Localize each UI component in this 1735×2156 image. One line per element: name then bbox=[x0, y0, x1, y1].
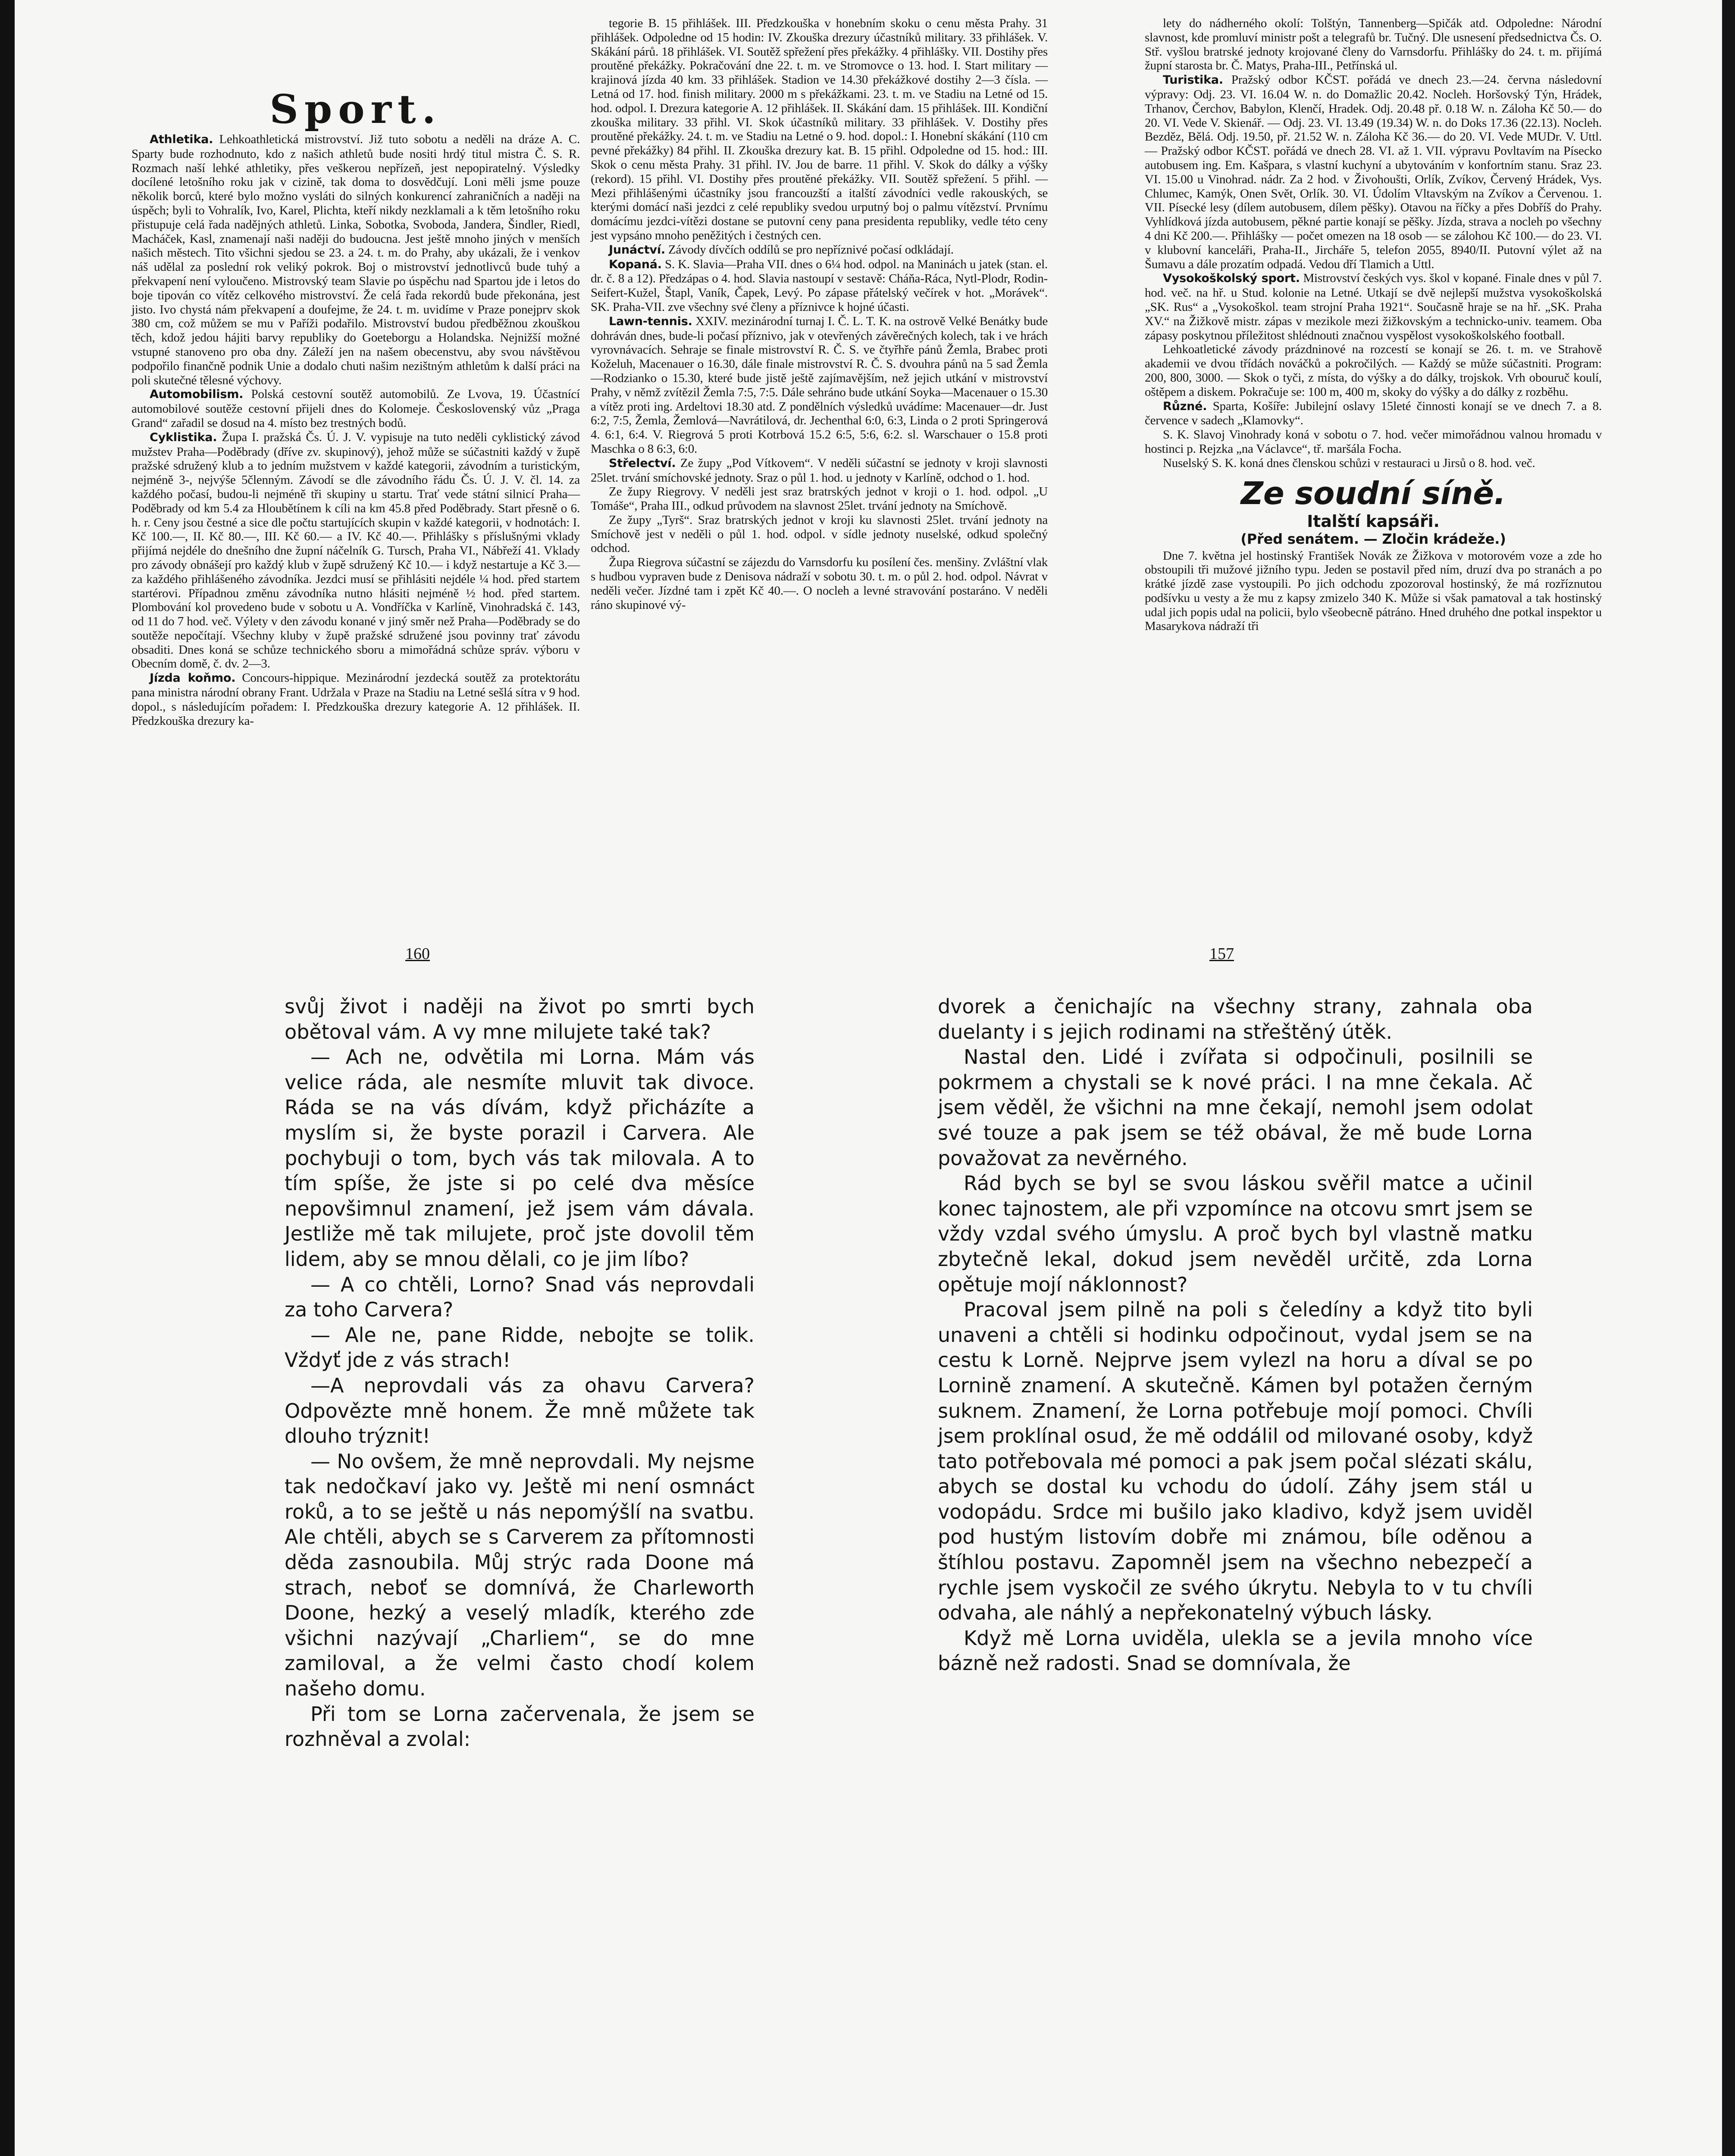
article-text: S. K. Slavia—Praha VII. dnes o 6¼ hod. odpol. na Maninách u jatek (stan. el. dr. č. 8 a 12). Předzápas o 4. hod. Slavia nastoupí v sestavě: Cháňa-Ráca, Nytl-Plodr, Rodin-Seifert-Kužel, Štapl, Vaník, Čapek, Levý. Po zápase přátelský večírek v hot. „Morávek“. SK. Praha-VII. zve všechny své členy a příznivce k hojné účasti. bbox=[591, 257, 1048, 314]
article-paragraph bbox=[132, 387, 580, 430]
article-text: Polská cestovní soutěž automobilů. Ze Lvova, 19. Účastnící automobilové soutěže cestovní přijeli dnes do Kolomeje. Československý vůz „Praga Grand“ zařadil se dosud na 4. místo bez trestných bodů. bbox=[132, 387, 580, 430]
article-heading: Různé. bbox=[1163, 399, 1207, 413]
novel-paragraph: Nastal den. Lidé i zvířata si odpočinuli, posilnili se pokrmem a chystali se k nové práci. I na mne čekala. Ač jsem věděl, že všichni na mne čekají, nemohl jsem odolat své touze a pak jsem se též obával, že mě bude Lorna považovat za nevěrného. bbox=[938, 1045, 1533, 1170]
page-number-right: 157 bbox=[1209, 945, 1234, 963]
article-paragraph bbox=[132, 430, 580, 671]
article-heading: Kopaná. bbox=[609, 257, 662, 271]
article-paragraph bbox=[1145, 73, 1602, 271]
article-paragraph bbox=[591, 16, 1048, 243]
article-heading: Athletika. bbox=[150, 133, 213, 146]
left-border bbox=[0, 0, 15, 2156]
sport-col3-body bbox=[1145, 16, 1602, 470]
article-text: Nuselský S. K. koná dnes členskou schůzi v restauraci u Jirsů o 8. hod. več. bbox=[1163, 456, 1535, 470]
article-text: Ze župy „Tyrš“. Sraz bratrských jednot v kroji ku slavnosti 25let. trvání jednoty na Smíchově jest v neděli o půl 1. hod. odpol. v sídle jednoty nuselské, odkud společný odchod. bbox=[591, 513, 1048, 555]
sport-col2-body bbox=[591, 16, 1048, 612]
article-text: Lehkoathletická mistrovství. Již tuto sobotu a neděli na dráze A. C. Sparty bude rozhodnuto, kdo z našich athletů bude nositi hrdý titul mistra Č. S. R. Rozmach naší lehké athletiky, přes veškerou nepřízeň, jest nepopiratelný. Výsledky docílené letošního roku jak v cizině, tak doma to dosvědčují. Loni měli jsme pouze několik borců, které bylo možno vysláti do silných konkurencí zahraničních a naději na úspěch; byli to Vohralík, Ivo, Karel, Plichta, kteří nikdy nezklamali a k těm letošního roku přistupuje celá řada nadějných athletů. Linka, Sobotka, Svoboda, Jandera, Šindler, Riedl, Macháček, Kasl, znamenají naši naději do budoucna. Jest ještě mnoho jiných v menších našich městech. Tito všichni sjedou se 23. a 24. t. m. do Prahy, aby ukázali, že i venkov náš udělal za poslední rok veliký pokrok. Boj o mistrovství jednotlivců bude tuhý a překvapení není vyloučeno. Mistrovský team Slavie po úspěchu nad Spartou jde i letos do boje tipován co vítěz celkového mistrovství. Že celá řada rekordů bude překonána, jest jisto. Ivo chystá nám překvapení a doufejme, že 24. t. m. uvidíme v Praze ponejprv skok 380 cm, což můžem se mu v Paříži podařilo. Mistrovství budou předběžnou zkouškou těch, kdož jedou hájiti barvy republiky do Goeteborgu a Holandska. Nejnižší možné vstupné stanoveno pro oba dny. Záleží jen na našem obecenstvu, aby svou návštěvou podpořilo finančně podnik Unie a dodalo chuti našim nezištným athletům k další práci na poli skutečné tělesné výchovy. bbox=[132, 132, 580, 387]
page-number-left: 160 bbox=[405, 945, 430, 963]
article-paragraph bbox=[591, 485, 1048, 513]
article-paragraph bbox=[591, 314, 1048, 456]
novel-paragraph: dvorek a čenichajíc na všechny strany, zahnala oba duelanty i s jejich rodinami na střeštěný útěk. bbox=[938, 995, 1533, 1044]
sport-column-1 bbox=[132, 88, 580, 728]
article-paragraph bbox=[1145, 399, 1602, 428]
novel-paragraph: —A neprovdali vás za ohavu Carvera? Odpovězte mně honem. Že mně můžete tak dlouho trýznit! bbox=[285, 1373, 755, 1448]
article-text: Ze župy Riegrovy. V neděli jest sraz bratrských jednot v kroji o 1. hod. odpol. „U Tomáše“, Praha III., odkud průvodem na slavnost 25let. trvání jednoty na Smíchově. bbox=[591, 485, 1048, 513]
novel-paragraph: — A co chtěli, Lorno? Snad vás neprovdali za toho Carvera? bbox=[285, 1272, 755, 1322]
article-heading: Junáctví. bbox=[609, 243, 665, 257]
article-paragraph bbox=[591, 243, 1048, 257]
article-paragraph bbox=[1145, 16, 1602, 73]
sport-col1-body bbox=[132, 132, 580, 728]
novel-column-left bbox=[285, 994, 755, 1752]
court-heading: Ze soudní síně. bbox=[1240, 475, 1506, 511]
article-paragraph bbox=[591, 513, 1048, 555]
article-paragraph bbox=[132, 671, 580, 728]
article-heading: Vysokoškolský sport. bbox=[1163, 272, 1300, 285]
article-paragraph bbox=[132, 132, 580, 387]
article-paragraph bbox=[591, 555, 1048, 612]
article-heading: Automobilism. bbox=[150, 388, 244, 401]
right-border bbox=[1722, 0, 1735, 2156]
article-paragraph bbox=[591, 257, 1048, 314]
article-paragraph bbox=[1145, 428, 1602, 456]
article-heading: Cyklistika. bbox=[150, 430, 217, 444]
article-heading: Turistika. bbox=[1163, 73, 1223, 87]
article-paragraph bbox=[1145, 271, 1602, 342]
article-text: Lehkoatletické závody prázdninové na rozcestí se konají se 26. t. m. ve Strahově akademii ve dvou třídách nováčků a pokročilých. — Každý se může súčastniti. Program: 200, 800, 3000. — Skok o tyči, z místa, do výšky a do dálky, trojskok. Vrh obouruč koulí, oštěpem a diskem. Pokračuje se: 100 m, 400 m, skoky do výšky a do dálky z rozběhu. bbox=[1145, 342, 1602, 399]
article-heading: Jízda koňmo. bbox=[150, 671, 236, 685]
novel-paragraph: — Ale ne, pane Ridde, nebojte se tolik. Vždyť jde z vás strach! bbox=[285, 1323, 755, 1372]
sport-heading: Sport. bbox=[269, 86, 442, 132]
article-text: Závody dívčích oddílů se pro nepříznivé počasí odkládají. bbox=[668, 242, 954, 257]
article-text: Mistrovství českých vys. škol v kopané. Finale dnes v půl 7. hod. več. na hř. u Stud. kolonie na Letné. Utkají se dvě nejlepší mužstva vysokoškolská „SK. Rus“ a „Vysokoškol. team strojní Praha 1921“. Současně hraje se na hř. „SK. Praha XV.“ na Žižkově mistr. zápas v mezikole mezi žižkovským a technicko-univ. teamem. Oba zápasy poskytnou příležitost shlédnouti značnou vyspělost vysokoškolského football. bbox=[1145, 271, 1602, 342]
article-paragraph bbox=[1145, 342, 1602, 399]
article-heading: Lawn-tennis. bbox=[609, 314, 692, 328]
novel-paragraph: Když mě Lorna uviděla, ulekla se a jevila mnoho více bázně než radosti. Snad se domnívala, že bbox=[938, 1626, 1533, 1675]
court-paragraph: Dne 7. května jel hostinský František Novák ze Žižkova v motorovém voze a zde ho obstoupili tři mužové jižního typu. Jeden se postavil před ním, druzí dva po stranách a po krátké jízdě zase vystoupili. Po jich odchodu zpozoroval hostinský, že má rozříznutou podšívku u vesty a že mu z kapsy zmizelo 340 K. Může si však pamatoval a tak hostinský udal jich popis udal na policii, bylo všeobecně pátráno. Hned druhého dne potkal inspektor u Masarykova nádraží tři bbox=[1145, 548, 1602, 633]
article-text: Župa I. pražská Čs. Ú. J. V. vypisuje na tuto neděli cyklistický závod mužstev Praha—Poděbrady (dříve zv. skupinový), jehož může se súčastniti každý v župě pražské sdružený klub a to jedním mužstvem v každé kategorii, závodním a turistickým, nejméně 3-, nejvýše 5členným. Závodí se dle závodního řádu Čs. Ú. J. V. čl. 14. za každého počasí, budou-li nejméně tři skupiny u startu. Trať vede státní silnicí Praha—Poděbrady od km 5.4 za Hloubětínem k cíli na km 45.8 před Poděbrady. Start přesně o 6. h. r. Ceny jsou čestné a sice dle počtu startujících skupin v každé kategorii, v hodnotách: I. Kč 100.—, II. Kč 80.—, III. Kč 60.— a IV. Kč 40.—. Přihlášky s příslušnými vklady přijímá nejdéle do dnešního dne župní náčelník G. Tursch, Praha VI., Nábřeží 41. Vklady pro závody obnášejí pro každý klub v župě sdružený Kč 10.— i když nestartuje a Kč 3.— za každého přihlášeného závodníka. Jezdci musí se přihlásiti nejdéle ¼ hod. před startem startérovi. Případnou změnu závodníka nutno hlásiti nejméně ½ hod. před startem. Plombování kol provedeno bude v sobotu u A. Vondříčka v Karlíně, Vinohradská č. 143, od 11 do 7 hod. več. Výlety v den závodu konané v jiný směr než Praha—Poděbrady se do soutěže nepočítají. Všechny kluby v župě pražské sdružené jsou povinny trať závodu obsaditi. Dnes koná se schůze technického sboru a mimořádná schůze správ. výboru v Obecním domě, č. dv. 2—3. bbox=[132, 430, 580, 671]
novel-paragraph: Pracoval jsem pilně na poli s čeledíny a když tito byli unaveni a chtěli si hodinku odpočinout, vydal jsem se na cestu k Lorně. Nejprve jsem vylezl na horu a díval se po Lornině znamení. A skutečně. Kámen byl potažen černým suknem. Znamení, že Lorna potřebuje mojí pomoci. Chvíli jsem proklínal osud, že mě oddálil od milované osoby, když tato potřebovala mé pomoci a pak jsem počal slézati skálu, abych se dostal ku vchodu do údolí. Záhy jsem stál u vodopádu. Srdce mi bušilo jako kladivo, když jsem uviděl pod hustým listovím dobře mi známou, bíle oděnou a štíhlou postavu. Zapomněl jsem na všechno nebezpečí a rychle jsem vyskočil ze svého úkrytu. Nebyla to v tu chvíli odvaha, ale náhlý a nepřekonatelný výbuch lásky. bbox=[938, 1298, 1533, 1625]
article-text: Pražský odbor KČST. pořádá ve dnech 23.—24. června následovní výpravy: Odj. 23. VI. 16.04 W. n. do Domažlic 20.42. Nocleh. Horšovský Týn, Hrádek, Trhanov, Čerchov, Babylon, Klenčí, Hradek. Odj. 20.48 př. 0.18 W. n. Záloha Kč 50.— do 20. VI. Vede V. Skienář. — Odj. 23. VI. 13.49 (19.34) W. n. do Doks 17.36 (22.13). Nocleh. Bezděz, Bělá. Odj. 19.50, př. 21.52 W. n. Záloha Kč 36.— do 20. VI. Vede MUDr. V. Uttl. — Pražský odbor KČST. pořádá ve dnech 28. VI. až 1. VII. výpravu Povltavím na Písecko autobusem ing. Em. Kašpara, s vlastní kuchyní a ubytováním v konfortním stanu. Sraz 23. VI. 15.00 u Vinohrad. nádr. Za 2 hod. v Živohoušti, Orlík, Zvíkov, Červený Hrádek, Vys. Chlumec, Kamýk, Onen Svět, Orlík. 30. VI. Údolím Vltavským na Zvíkov a Červenou. 1. VII. Písecké lesy (dílem autobusem, dílem pěšky). Otavou na říčky a přes Dobříš do Prahy. Vyhlídková jízda autobusem, pěkné partie konají se pěšky. Jízda, strava a nocleh po všechny 4 dni Kč 200.—. Přihlášky — počet omezen na 18 osob — se zálohou Kč 100.— do 23. VI. v klubovní kanceláři, Praha-II., Jircháře 5, telefon 2055, 8940/II. Putovní výlet až na Šumavu a dále prozatím odpadá. Vedou dří Tlamich a Uttl. bbox=[1145, 73, 1602, 271]
novel-paragraph: Rád bych se byl se svou láskou svěřil matce a učinil konec tajnostem, ale při vzpomínce na otcovu smrt jsem se vždy vzdal svého úmyslu. A proč bych byl vlastně matku zbytečně lekal, dokud jsem nevěděl určitě, zda Lorna opětuje mojí náklonnost? bbox=[938, 1172, 1533, 1296]
article-text: tegorie B. 15 přihlášek. III. Předzkouška v honebním skoku o cenu města Prahy. 31 přihlášek. Odpoledne od 15 hodin: IV. Zkouška drezury účastníků military. 33 přihlášek. V. Skákání párů. 18 přihlášek. VI. Soutěž spřežení přes překážky. 4 přihlášky. VII. Dostihy přes proutěné překážky. Pokračování dne 22. t. m. ve Stromovce o 13. hod. I. Start military — krajinová jízda 40 km. 33 přihlášek. Stadion ve 14.30 překážkové dostihy 2—3 čísla. — Letná od 17. hod. finish military. 2000 m s překážkami. 23. t. m. ve Stadiu na Letné od 15. hod. odpol. I. Drezura kategorie A. 12 přihlášek. II. Skákání dam. 15 přihlášek. III. Kondiční zkouška military. 33 přihl. VI. Skok účastníků military. 33 přihlášek. V. Dostihy přes proutěné překážky. 24. t. m. ve Stadiu na Letné o 9. hod. dopol.: I. Honební skákání (110 cm pevné překážky) 84 přihl. II. Zkouška drezury kat. B. 15 přihl. Odpoledne od 15. hod.: III. Skok o cenu města Prahy. 31 přihl. IV. Jou de barre. 11 přihl. V. Skok do dálky a výšky (rekord). 15 přihl. VI. Dostihy přes proutěné překážky. VII. Soutěž spřežení. 5 přihl. — Mezi přihlášenými účastníky jsou francouzští a italští závodníci vedle rakouských, se kterými domácí naši jezdci z celé republiky svedou urputný boj o palmu vítězství. Prvnímu domácímu jezdci-vítězi dostane se putovní ceny pana presidenta republiky, vedle této ceny jest vypsáno mnoho peněžitých i čestných cen. bbox=[591, 16, 1048, 242]
article-paragraph bbox=[591, 456, 1048, 485]
article-text: S. K. Slavoj Vinohrady koná v sobotu o 7. hod. večer mimořádnou valnou hromadu v hostinci p. Rejzka „na Václavce“, tř. maršála Focha. bbox=[1145, 428, 1602, 456]
article-text: lety do nádherného okolí: Tolštýn, Tannenberg—Spičák atd. Odpoledne: Národní slavnost, kde promluví ministr pošt a telegrafů br. Tučný. Dle usnesení předsednictva Čs. O. Stř. vyšlou bratrské jednoty krojované členy do Varnsdorfu. Přihlášky do 24. t. m. přijímá župní starosta br. Č. Matys, Praha-III., Petřínská ul. bbox=[1145, 16, 1602, 73]
novel-paragraph: — Ach ne, odvětila mi Lorna. Mám vás velice ráda, ale nesmíte mluvit tak divoce. Ráda se na vás dívám, když přicházíte a myslím si, že byste porazil i Carvera. Ale pochybuji o tom, bych vás tak milovala. A to tím spíše, že jste si po celé dva měsíce nepovšimnul znamení, jež jsem vám dávala. Jestliže mě tak milujete, proč jste dovolil těm lidem, aby se mnou dělali, co je jim líbo? bbox=[285, 1045, 755, 1271]
novel-column-right bbox=[938, 994, 1533, 1676]
article-text: Concours-hippique. Mezinárodní jezdecká soutěž za protektorátu pana ministra národní obrany Frant. Udržala v Praze na Stadiu na Letné sešlá sítra v 9 hod. dopol., s následujícím pořadem: I. Předzkouška drezury kategorie A. 12 přihlášek. II. Předzkouška drezury ka- bbox=[132, 671, 580, 728]
article-paragraph bbox=[1145, 456, 1602, 470]
sport-column-3 bbox=[1145, 16, 1602, 633]
article-text: Župa Riegrova súčastní se zájezdu do Varnsdorfu ku posílení čes. menšiny. Zvláštní vlak s hudbou vypraven bude z Denisova nádraží v sobotu 30. t. m. o půl 2. hod. odpol. Návrat v neděli večer. Jízdné tam i zpět Kč 40.—. O nocleh a levné stravování postaráno. V neděli ráno skupinové vý- bbox=[591, 555, 1048, 612]
court-subheading-2: (Před senátem. — Zločin krádeže.) bbox=[1240, 530, 1506, 547]
article-text: Sparta, Košíře: Jubilejní oslavy 15leté činnosti konají se ve dnech 7. a 8. července v sadech „Klamovky“. bbox=[1145, 399, 1602, 428]
article-text: Ze župy „Pod Vítkovem“. V neděli súčastní se jednoty v kroji slavnosti 25let. trvání smíchovské jednoty. Sraz o půl 1. hod. u jednoty v Karlíně, odchod o 1. hod. bbox=[591, 456, 1048, 485]
article-heading: Střelectví. bbox=[609, 456, 676, 470]
court-subheading: Italští kapsáři. bbox=[1307, 511, 1440, 531]
novel-paragraph: svůj život i naději na život po smrti bych obětoval vám. A vy mne milujete také tak? bbox=[285, 995, 755, 1044]
sport-column-2 bbox=[591, 16, 1048, 612]
novel-paragraph: Při tom se Lorna začervenala, že jsem se rozhněval a zvolal: bbox=[285, 1702, 755, 1751]
novel-paragraph: — No ovšem, že mně neprovdali. My nejsme tak nedočkaví jako vy. Ještě mi není osmnáct roků, a to se ještě u nás nepomýšlí na svatbu. Ale chtěli, abych se s Carverem za přítomnosti děda zasnoubila. Můj strýc rada Doone má strach, neboť se domnívá, že Charleworth Doone, hezký a veselý mladík, kterého zde všichni nazývají „Charliem“, se do mne zamiloval, a že velmi často chodí kolem našeho domu. bbox=[285, 1449, 755, 1701]
article-text: XXIV. mezinárodní turnaj I. Č. L. T. K. na ostrově Velké Benátky bude dohráván dnes, bude-li počasí příznivo, jak v otevřených závěrečných kolech, tak i ve hrách vyrovnávacích. Sehraje se finale mistrovství R. Č. S. ve čtyřhře pánů Žemla, Brabec proti Koželuh, Macenauer o 16.30, dále finale mistrovství R. Č. S. dvouhra pánů na 5 sad Žemla—Rodzianko o 15.30, které bude jistě ještě zajímavějším, než jejich utkání v mistrovství Prahy, v němž zvítězil Žemla 7:5, 7:5. Dále sehráno bude utkání Soyka—Macenauer o 15.30 a vítěz proti ing. Ardeltovi 18.30 atd. Z pondělních výsledků uvádíme: Macenauer—dr. Just 6:2, 7:5, Žemla, Žemlová—Navrátilová, dr. Jechenthal 6:0, 6:3, Linda o 2 proti Springerová 4. 6:1, 6:4. V. Riegrová 5 proti Kotrbová 15.2 6:5, 5:6, 6:2. sl. Warschauer o 15.8 proti Maschka o 8 6:3, 6:0. bbox=[591, 314, 1048, 456]
